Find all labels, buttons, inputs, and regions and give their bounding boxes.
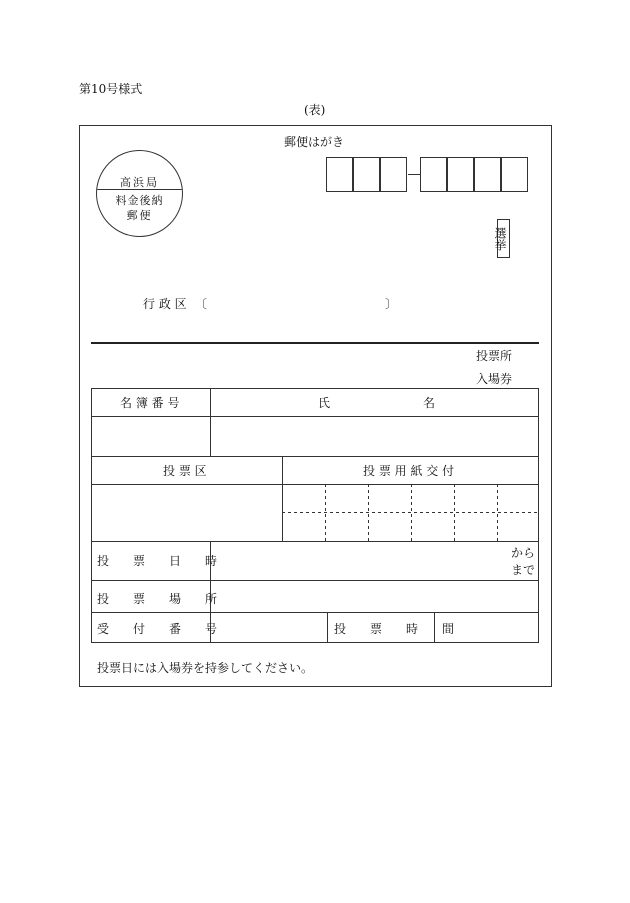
bring-ticket-note: 投票日には入場券を持参してください。 xyxy=(97,661,314,675)
stamp-fee: 料金後納 xyxy=(115,194,164,207)
election-badge: 選挙 xyxy=(497,219,510,258)
voting-time-field[interactable] xyxy=(435,613,538,643)
postal-code-box-1[interactable] xyxy=(326,157,353,192)
district-field[interactable] xyxy=(91,485,282,541)
venue-ticket-line1: 投票所 xyxy=(476,349,513,363)
voter-info-table xyxy=(91,388,539,643)
stamp-office: 高浜局 xyxy=(120,176,159,189)
stamp-divider xyxy=(97,189,182,190)
name-header-given: 名 xyxy=(423,396,436,410)
postal-code-box-3[interactable] xyxy=(380,157,407,192)
district-header: 投 票 区 xyxy=(163,464,207,478)
postal-code-box-6[interactable] xyxy=(474,157,501,192)
ballot-issue-header: 投 票 用 紙 交 付 xyxy=(363,464,455,478)
postal-code-hyphen xyxy=(408,174,420,175)
side-label: (表) xyxy=(304,103,326,117)
postal-code-box-5[interactable] xyxy=(447,157,474,192)
receipt-number-label: 受 付 番 号 xyxy=(97,622,218,636)
from-label: から xyxy=(511,546,536,560)
registry-number-header: 名 簿 番 号 xyxy=(120,396,180,410)
place-label: 投 票 場 所 xyxy=(97,592,218,606)
ward-bracket-close: 〕 xyxy=(385,297,398,311)
voting-time-label: 投 票 時 間 xyxy=(334,622,455,636)
registry-number-field[interactable] xyxy=(91,428,210,456)
ward-label: 行 政 区 xyxy=(143,297,187,311)
postal-code-box-7[interactable] xyxy=(501,157,528,192)
voter-name-field[interactable] xyxy=(211,417,538,456)
date-time-label: 投 票 日 時 xyxy=(97,554,218,568)
form-number: 第10号様式 xyxy=(79,82,143,96)
place-field[interactable] xyxy=(211,581,538,612)
ward-bracket-open: 〔 xyxy=(195,297,208,311)
postal-code-box-2[interactable] xyxy=(353,157,380,192)
receipt-number-field[interactable] xyxy=(211,613,327,643)
postal-code-box-4[interactable] xyxy=(420,157,447,192)
postage-paid-stamp xyxy=(96,150,183,237)
postcard-label: 郵便はがき xyxy=(284,135,345,149)
name-header-family: 氏 xyxy=(318,396,331,410)
venue-ticket-line2: 入場券 xyxy=(476,372,513,386)
address-divider xyxy=(91,342,539,344)
stamp-mail: 郵便 xyxy=(126,209,153,222)
until-label: まで xyxy=(511,563,536,577)
